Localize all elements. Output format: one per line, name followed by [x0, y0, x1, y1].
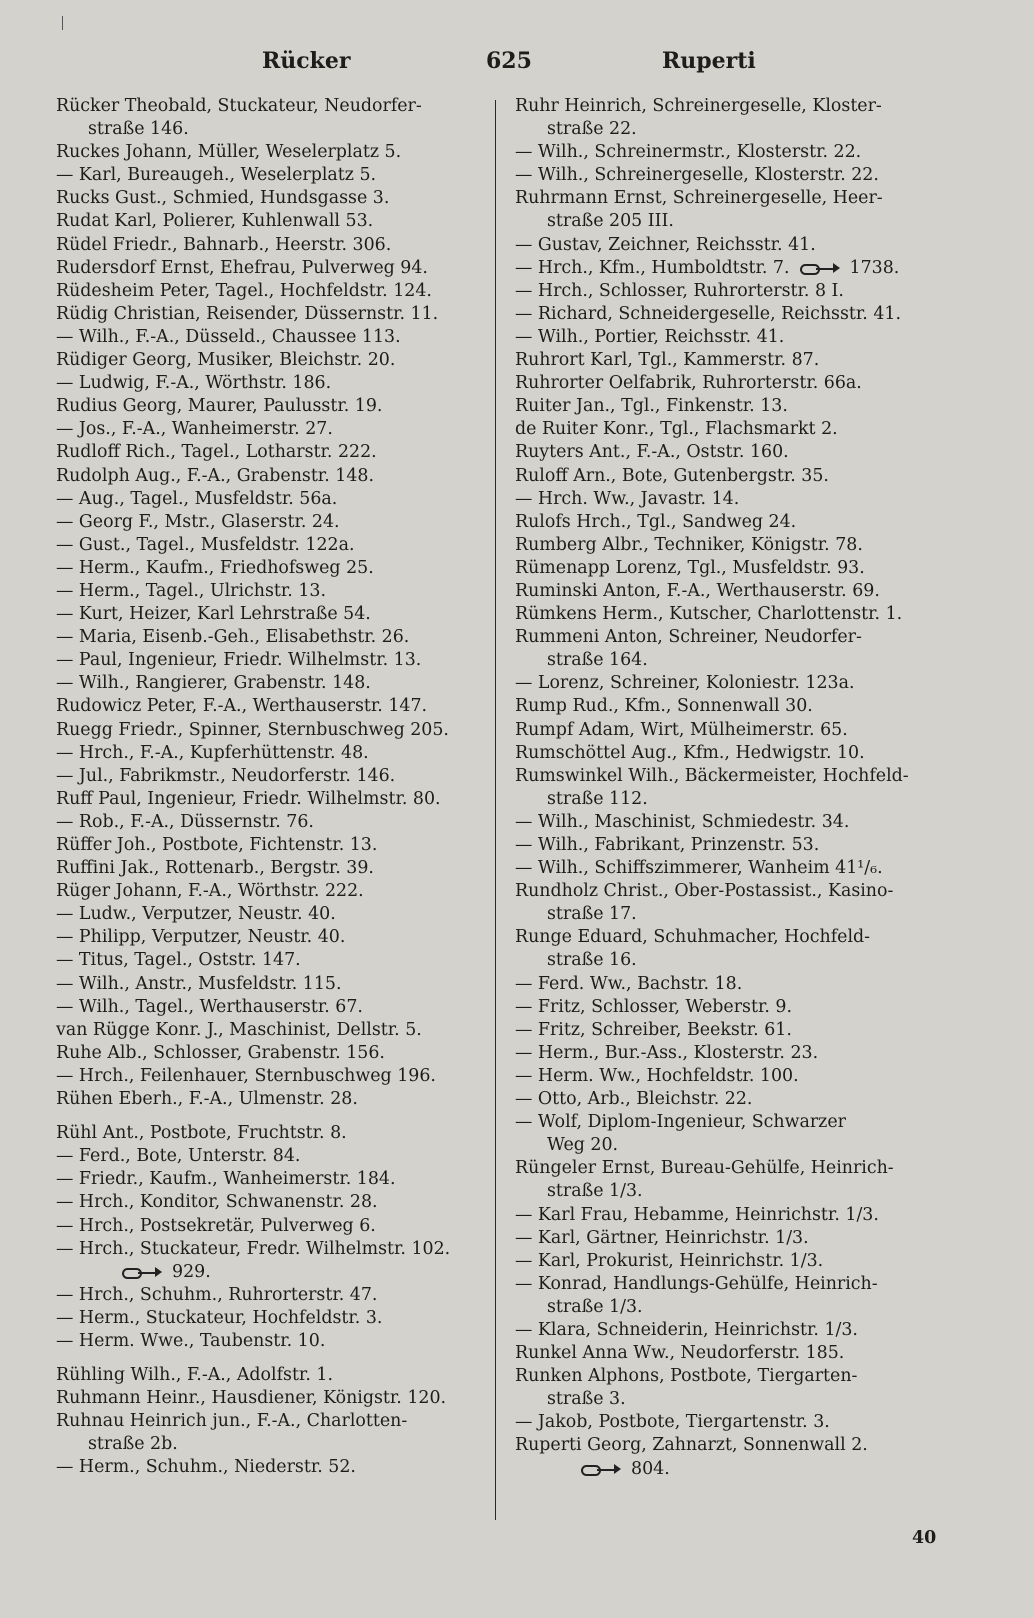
directory-entry [515, 395, 955, 418]
directory-entry [56, 326, 496, 349]
entry-text: — Hrch., Schuhm., Ruhrorterstr. 47. [56, 1284, 378, 1305]
directory-entry [515, 880, 955, 926]
entry-text: Ruegg Friedr., Spinner, Sternbuschweg 205. [56, 719, 449, 740]
directory-entry [56, 418, 496, 441]
directory-entry [56, 534, 496, 557]
directory-entry [56, 465, 496, 488]
directory-entry [515, 1365, 955, 1411]
directory-entry [56, 973, 496, 996]
directory-entry [56, 280, 496, 303]
entry-text: Ruperti Georg, Zahnarzt, Sonnenwall 2. [515, 1435, 868, 1456]
directory-entry [515, 303, 955, 326]
entry-text: — Ferd. Ww., Bachstr. 18. [515, 973, 743, 994]
directory-entry [515, 1111, 955, 1157]
entry-text: — Philipp, Verputzer, Neustr. 40. [56, 927, 346, 948]
directory-entry [515, 672, 955, 695]
directory-entry [56, 95, 496, 141]
directory-entry [56, 1122, 496, 1145]
directory-entry [56, 996, 496, 1019]
entry-continuation [515, 1458, 955, 1481]
entry-text: — Maria, Eisenb.-Geh., Elisabethstr. 26. [56, 627, 410, 648]
directory-entry [56, 695, 496, 718]
directory-entry [56, 557, 496, 580]
directory-entry [56, 1191, 496, 1214]
directory-entry [56, 511, 496, 534]
phone-number: 1738. [849, 257, 900, 278]
entry-text: — Jakob, Postbote, Tiergartenstr. 3. [515, 1412, 830, 1433]
entry-text: Rump Rud., Kfm., Sonnenwall 30. [515, 696, 813, 717]
entry-text: — Herm., Tagel., Ulrichstr. 13. [56, 580, 327, 601]
entry-text: Rüdig Christian, Reisender, Düssernstr. 11. [56, 303, 439, 324]
entry-text: — Herm., Bur.-Ass., Klosterstr. 23. [515, 1042, 819, 1063]
entry-text: — Herm., Stuckateur, Hochfeldstr. 3. [56, 1307, 383, 1328]
directory-entry [515, 488, 955, 511]
entry-text: Rüdiger Georg, Musiker, Bleichstr. 20. [56, 350, 396, 371]
entry-text: Rudloff Rich., Tagel., Lotharstr. 222. [56, 442, 377, 463]
entry-text: — Otto, Arb., Bleichstr. 22. [515, 1089, 753, 1110]
directory-entry [515, 1065, 955, 1088]
directory-entry [56, 1410, 496, 1456]
directory-entry [56, 626, 496, 649]
entry-continuation: straße 112. [547, 788, 648, 809]
entry-text: Rüger Johann, F.-A., Wörthstr. 222. [56, 881, 364, 902]
directory-entry [515, 834, 955, 857]
entry-continuation: straße 146. [88, 119, 189, 140]
directory-entry [56, 949, 496, 972]
entry-continuation: straße 3. [547, 1389, 626, 1410]
entry-continuation: straße 164. [547, 650, 648, 671]
entry-text: Runken Alphons, Postbote, Tiergarten- [515, 1366, 858, 1387]
entry-text: Ruhr Heinrich, Schreinergeselle, Kloster- [515, 96, 882, 116]
entry-text: — Lorenz, Schreiner, Koloniestr. 123a. [515, 673, 855, 694]
entry-text: — Konrad, Handlungs-Gehülfe, Heinrich- [515, 1273, 878, 1294]
footer-page-number: 40 [912, 1528, 937, 1548]
entry-text: Ruhmann Heinr., Hausdiener, Königstr. 120. [56, 1388, 447, 1409]
telephone-icon [122, 1264, 162, 1278]
entry-text: Rudius Georg, Maurer, Paulusstr. 19. [56, 396, 383, 417]
entry-text: Rühling Wilh., F.-A., Adolfstr. 1. [56, 1365, 333, 1386]
directory-entry [56, 210, 496, 233]
entry-text: — Ferd., Bote, Unterstr. 84. [56, 1146, 301, 1167]
entry-text: — Paul, Ingenieur, Friedr. Wilhelmstr. 13. [56, 650, 422, 671]
entry-text: — Karl Frau, Hebamme, Heinrichstr. 1/3. [515, 1204, 879, 1225]
entry-text: — Ludwig, F.-A., Wörthstr. 186. [56, 373, 332, 394]
directory-entry [515, 141, 955, 164]
entry-continuation: straße 2b. [88, 1434, 178, 1455]
header-left-keyword: Rücker [262, 48, 351, 74]
directory-entry [56, 926, 496, 949]
entry-text: Rudersdorf Ernst, Ehefrau, Pulverweg 94. [56, 257, 428, 278]
entry-text: — Jos., F.-A., Wanheimerstr. 27. [56, 419, 333, 440]
directory-entry [56, 349, 496, 372]
directory-entry [515, 187, 955, 233]
directory-entry [515, 1411, 955, 1434]
directory-entry [515, 1157, 955, 1203]
directory-entry [56, 580, 496, 603]
entry-continuation: straße 1/3. [547, 1296, 643, 1317]
entry-continuation [56, 1261, 496, 1284]
entry-text: — Hrch., F.-A., Kupferhüttenstr. 48. [56, 742, 369, 763]
entry-text: Ruloff Arn., Bote, Gutenbergstr. 35. [515, 465, 829, 486]
entry-text: — Georg F., Mstr., Glaserstr. 24. [56, 511, 340, 532]
entry-text: Rühen Eberh., F.-A., Ulmenstr. 28. [56, 1089, 358, 1110]
entry-text: — Herm., Kaufm., Friedhofsweg 25. [56, 557, 374, 578]
directory-entry [56, 1364, 496, 1387]
entry-text: Rüdel Friedr., Bahnarb., Heerstr. 306. [56, 234, 392, 255]
directory-entry [56, 834, 496, 857]
entry-text: Ruhrort Karl, Tgl., Kammerstr. 87. [515, 350, 820, 371]
directory-entry [515, 626, 955, 672]
directory-entry [515, 973, 955, 996]
directory-entry [56, 141, 496, 164]
entry-text: — Wilh., Rangierer, Grabenstr. 148. [56, 673, 371, 694]
entry-text: — Wilh., Portier, Reichsstr. 41. [515, 326, 785, 347]
entry-text: Rühl Ant., Postbote, Fruchtstr. 8. [56, 1123, 347, 1144]
directory-entry [56, 441, 496, 464]
directory-entry [515, 857, 955, 880]
header-right-keyword: Ruperti [662, 48, 756, 74]
entry-text: — Hrch., Konditor, Schwanenstr. 28. [56, 1192, 378, 1213]
entry-text: Runkel Anna Ww., Neudorferstr. 185. [515, 1343, 845, 1364]
directory-entry [56, 1284, 496, 1307]
directory-entry [515, 280, 955, 303]
phone-number: 929. [172, 1261, 211, 1282]
entry-text: Rumswinkel Wilh., Bäckermeister, Hochfeld- [515, 765, 909, 786]
directory-entry [56, 857, 496, 880]
directory-entry [515, 465, 955, 488]
directory-entry [56, 1330, 496, 1353]
entry-text: — Hrch., Stuckateur, Fredr. Wilhelmstr. 102. [56, 1238, 451, 1259]
directory-entry [56, 1307, 496, 1330]
entry-text: Rüdesheim Peter, Tagel., Hochfeldstr. 124. [56, 280, 432, 301]
entry-text: Ruhrmann Ernst, Schreinergeselle, Heer- [515, 188, 883, 209]
directory-entry [515, 1434, 955, 1480]
directory-entry [515, 164, 955, 187]
entry-text: Rudowicz Peter, F.-A., Werthauserstr. 147. [56, 696, 428, 717]
directory-entry [515, 534, 955, 557]
telephone-icon [581, 1461, 621, 1475]
entry-text: Ruffini Jak., Rottenarb., Bergstr. 39. [56, 858, 374, 879]
directory-entry [56, 1456, 496, 1479]
entry-text: — Hrch., Schlosser, Ruhrorterstr. 8 I. [515, 280, 844, 301]
entry-text: Ruyters Ant., F.-A., Oststr. 160. [515, 442, 789, 463]
directory-entry [515, 580, 955, 603]
entry-text: — Karl, Gärtner, Heinrichstr. 1/3. [515, 1227, 809, 1248]
entry-text: — Wilh., F.-A., Düsseld., Chaussee 113. [56, 326, 401, 347]
directory-entry [515, 996, 955, 1019]
directory-entry [56, 1065, 496, 1088]
entry-text: — Ludw., Verputzer, Neustr. 40. [56, 904, 336, 925]
directory-entry [56, 1019, 496, 1042]
entry-text: — Gustav, Zeichner, Reichsstr. 41. [515, 234, 816, 255]
directory-entry [56, 234, 496, 257]
directory-entry [56, 1145, 496, 1168]
directory-entry [515, 257, 955, 280]
directory-entry [515, 95, 955, 141]
entry-text-main: — Hrch., Kfm., Humboldtstr. 7. [515, 257, 790, 278]
entry-text: — Hrch., Postsekretär, Pulverweg 6. [56, 1215, 376, 1236]
left-column [56, 95, 496, 1480]
directory-entry [56, 649, 496, 672]
entry-text: — Herm. Wwe., Taubenstr. 10. [56, 1330, 326, 1351]
directory-entry [56, 1168, 496, 1191]
directory-entry [515, 1319, 955, 1342]
entry-text: — Gust., Tagel., Musfeldstr. 122a. [56, 534, 355, 555]
entry-continuation: straße 22. [547, 119, 637, 140]
directory-entry [56, 765, 496, 788]
directory-entry [515, 1204, 955, 1227]
directory-entry [515, 1250, 955, 1273]
phone-number: 804. [631, 1458, 670, 1479]
directory-entry [56, 1215, 496, 1238]
entry-text: — Karl, Bureaugeh., Weselerplatz 5. [56, 165, 377, 186]
entry-text: — Rob., F.-A., Düssernstr. 76. [56, 811, 314, 832]
directory-entry [56, 742, 496, 765]
entry-text: Rücker Theobald, Stuckateur, Neudorfer- [56, 96, 422, 116]
entry-continuation: Weg 20. [547, 1135, 619, 1156]
entry-text: — Klara, Schneiderin, Heinrichstr. 1/3. [515, 1319, 858, 1340]
directory-entry [56, 488, 496, 511]
directory-entry [56, 372, 496, 395]
entry-text [515, 257, 955, 280]
entry-text: — Hrch. Ww., Javastr. 14. [515, 488, 740, 509]
entry-text: — Wolf, Diplom-Ingenieur, Schwarzer [515, 1112, 846, 1133]
column-divider [495, 100, 496, 1520]
entry-text: — Wilh., Anstr., Musfeldstr. 115. [56, 973, 342, 994]
entry-text: — Fritz, Schlosser, Weberstr. 9. [515, 996, 792, 1017]
directory-entry [56, 788, 496, 811]
directory-entry [515, 603, 955, 626]
entry-text: Rudolph Aug., F.-A., Grabenstr. 148. [56, 465, 374, 486]
entry-text: — Wilh., Schreinermstr., Klosterstr. 22. [515, 142, 862, 163]
entry-text: — Wilh., Schreinergeselle, Klosterstr. 22. [515, 165, 879, 186]
entry-text: — Herm., Schuhm., Niederstr. 52. [56, 1457, 356, 1478]
entry-text: Rundholz Christ., Ober-Postassist., Kasino- [515, 881, 894, 902]
directory-entry [56, 257, 496, 280]
directory-entry [515, 326, 955, 349]
directory-entry [56, 880, 496, 903]
directory-entry [515, 441, 955, 464]
entry-text: Ruiter Jan., Tgl., Finkenstr. 13. [515, 396, 788, 417]
entry-continuation: straße 1/3. [547, 1181, 643, 1202]
entry-text: — Titus, Tagel., Oststr. 147. [56, 950, 301, 971]
entry-text: Ruminski Anton, F.-A., Werthauserstr. 69. [515, 580, 880, 601]
directory-entry [56, 1387, 496, 1410]
entry-text: — Jul., Fabrikmstr., Neudorferstr. 146. [56, 765, 396, 786]
directory-entry [56, 1088, 496, 1111]
telephone-icon [800, 260, 840, 274]
entry-text: Rumberg Albr., Techniker, Königstr. 78. [515, 534, 863, 555]
entry-text: Rümenapp Lorenz, Tgl., Musfeldstr. 93. [515, 557, 865, 578]
entry-text: — Hrch., Feilenhauer, Sternbuschweg 196. [56, 1065, 436, 1086]
entry-text: Ruckes Johann, Müller, Weselerplatz 5. [56, 142, 402, 163]
directory-entry [515, 349, 955, 372]
entry-text: Runge Eduard, Schuhmacher, Hochfeld- [515, 927, 871, 948]
directory-entry [56, 672, 496, 695]
page-header [0, 48, 1034, 78]
entry-text: Rudat Karl, Polierer, Kuhlenwall 53. [56, 211, 374, 232]
directory-entry [56, 903, 496, 926]
entry-text: — Wilh., Tagel., Werthauserstr. 67. [56, 996, 363, 1017]
entry-text: — Herm. Ww., Hochfeldstr. 100. [515, 1065, 799, 1086]
entry-continuation: straße 16. [547, 950, 637, 971]
directory-entry [515, 1042, 955, 1065]
scan-mark [62, 16, 63, 30]
entry-text: Ruhrorter Oelfabrik, Ruhrorterstr. 66a. [515, 373, 862, 394]
directory-entry [515, 234, 955, 257]
right-column [515, 95, 955, 1481]
entry-text: Rüngeler Ernst, Bureau-Gehülfe, Heinrich- [515, 1158, 894, 1179]
entry-text: — Friedr., Kaufm., Wanheimerstr. 184. [56, 1169, 396, 1190]
entry-text: — Aug., Tagel., Musfeldstr. 56a. [56, 488, 338, 509]
directory-entry [515, 765, 955, 811]
directory-entry [515, 742, 955, 765]
entry-text: Ruhnau Heinrich jun., F.-A., Charlotten- [56, 1411, 408, 1432]
directory-entry [515, 1342, 955, 1365]
directory-entry [515, 418, 955, 441]
entry-text: — Richard, Schneidergeselle, Reichsstr. 41. [515, 303, 901, 324]
entry-text: Rulofs Hrch., Tgl., Sandweg 24. [515, 511, 797, 532]
entry-text: — Wilh., Maschinist, Schmiedestr. 34. [515, 811, 850, 832]
entry-text: — Wilh., Schiffszimmerer, Wanheim 41¹/₆. [515, 858, 883, 879]
directory-entry [515, 1273, 955, 1319]
entry-continuation: straße 17. [547, 904, 637, 925]
directory-entry [56, 719, 496, 742]
directory-entry [515, 695, 955, 718]
entry-text: Rümkens Herm., Kutscher, Charlottenstr. 1. [515, 604, 903, 625]
entry-text: Ruhe Alb., Schlosser, Grabenstr. 156. [56, 1042, 385, 1063]
entry-text: Rucks Gust., Schmied, Hundsgasse 3. [56, 188, 390, 209]
directory-entry [515, 1019, 955, 1042]
directory-entry [515, 1227, 955, 1250]
entry-text: Ruff Paul, Ingenieur, Friedr. Wilhelmstr. 80. [56, 788, 441, 809]
entry-text: Rumpf Adam, Wirt, Mülheimerstr. 65. [515, 719, 848, 740]
directory-entry [56, 395, 496, 418]
header-page-number: 625 [486, 48, 532, 74]
directory-entry [515, 811, 955, 834]
entry-text: Rumschöttel Aug., Kfm., Hedwigstr. 10. [515, 742, 865, 763]
directory-entry [56, 303, 496, 326]
entry-text: van Rügge Konr. J., Maschinist, Dellstr. 5. [56, 1019, 422, 1040]
directory-entry [56, 811, 496, 834]
directory-entry [515, 1088, 955, 1111]
directory-entry [56, 1238, 496, 1284]
entry-text: Rüffer Joh., Postbote, Fichtenstr. 13. [56, 835, 378, 855]
directory-entry [515, 557, 955, 580]
entry-continuation: straße 205 III. [547, 211, 674, 232]
directory-entry [56, 1042, 496, 1065]
directory-entry [56, 603, 496, 626]
entry-text: — Fritz, Schreiber, Beekstr. 61. [515, 1019, 792, 1040]
directory-entry [56, 164, 496, 187]
entry-text: Rummeni Anton, Schreiner, Neudorfer- [515, 627, 862, 648]
entry-text: de Ruiter Konr., Tgl., Flachsmarkt 2. [515, 419, 838, 440]
directory-entry [515, 372, 955, 395]
directory-entry [515, 719, 955, 742]
entry-text: — Karl, Prokurist, Heinrichstr. 1/3. [515, 1250, 824, 1271]
directory-entry [515, 926, 955, 972]
directory-entry [515, 511, 955, 534]
directory-entry [56, 187, 496, 210]
entry-text: — Wilh., Fabrikant, Prinzenstr. 53. [515, 835, 820, 855]
entry-text: — Kurt, Heizer, Karl Lehrstraße 54. [56, 604, 371, 625]
